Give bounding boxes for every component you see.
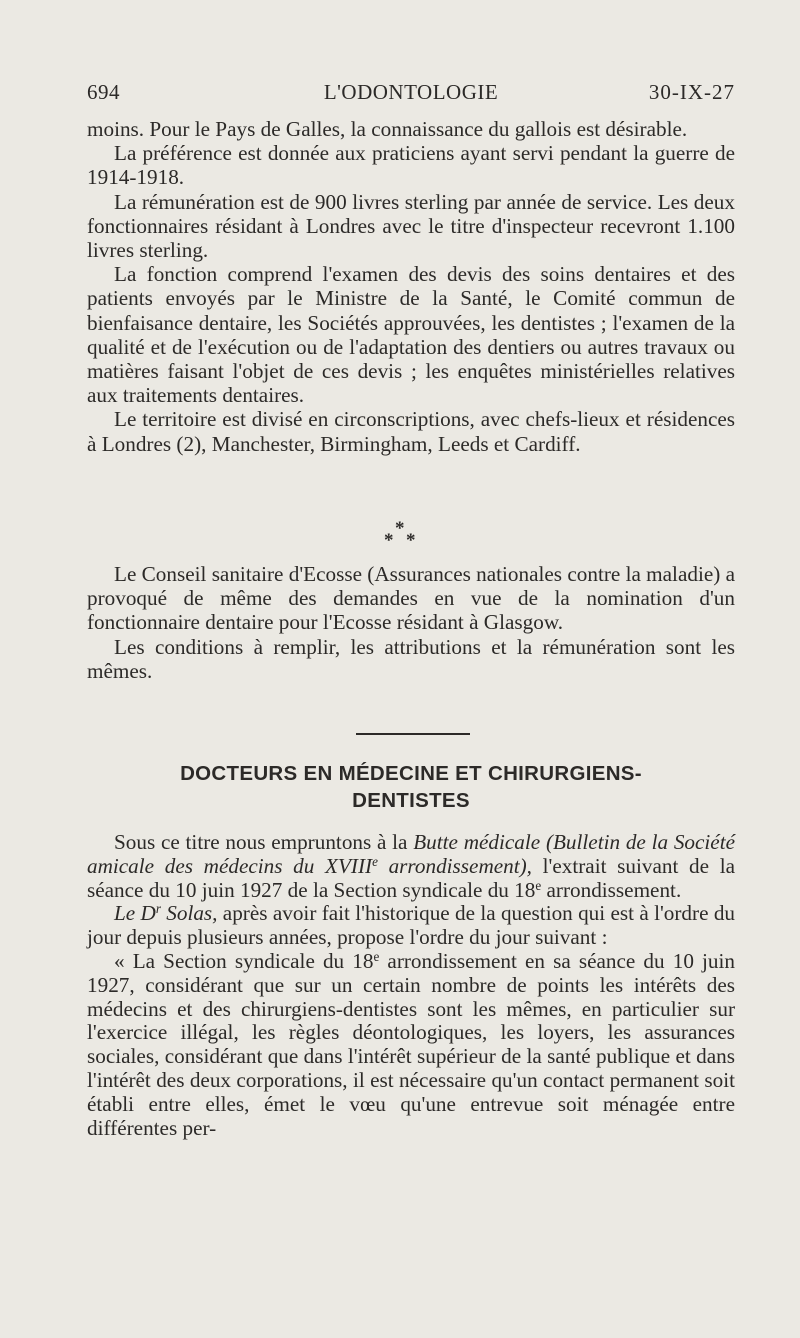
running-header — [87, 80, 735, 108]
article-heading — [87, 760, 735, 814]
asterism-star: * — [406, 530, 416, 551]
asterism-separator — [384, 518, 424, 551]
paragraph: Les conditions à remplir, les attributions et la rémunération sont les mêmes. — [87, 634, 735, 683]
paragraph: Le Conseil sanitaire d'Ecosse (Assurances nationales contre la maladie) a provoqué de même des demandes en vue de la nomination d'un fonctionnaire dentaire pour l'Ecosse résidant à Glasgow. — [87, 562, 735, 635]
issue-date: 30-IX-27 — [648, 80, 735, 104]
paragraph: Le $D^r$ Solas, après avoir fait l'historique de la question qui est à l'ordre du jour depuis plusieurs années, propose l'ordre du jour suivant : — [87, 901, 736, 950]
running-title: L'ODONTOLOGIE — [323, 80, 499, 104]
asterism-star: * — [384, 530, 394, 551]
paragraph: « La Section syndicale du 18e arrondissement en sa séance du 10 juin 1927, considérant que sur un certain nombre de points les intérêts des médecins et des chirurgiens-dentistes sont les mêmes, en particulier sur l'exercice illégal, les règles déontologiques, les loyers, les assurances sociales, considérant que dans l'intérêt supérieur de la santé publique et dans l'intérêt des deux corporations, il est nécessaire qu'un contact permanent soit établi entre elles, émet le vœu qu'une entrevue soit ménagée entre différentes per- — [87, 948, 735, 1140]
paragraph: moins. Pour le Pays de Galles, la connaissance du gallois est désirable. — [87, 117, 688, 141]
section-wales-recruitment — [87, 117, 735, 456]
paragraph: Le territoire est divisé en circonscriptions, avec chefs-lieux et résidences à Londres (2), Manchester, Birmingham, Leeds et Cardiff. — [87, 407, 735, 456]
page-number: 694 — [87, 80, 120, 104]
article-body — [87, 831, 735, 1140]
section-scotland — [87, 562, 735, 683]
asterism-star: * — [395, 518, 405, 539]
paragraph: La préférence est donnée aux praticiens ayant servi pendant la guerre de 1914-1918. — [87, 141, 735, 190]
heading-line: DOCTEURS EN MÉDECINE ET CHIRURGIENS- — [180, 762, 642, 785]
paragraph: Sous ce titre nous empruntons à la Butte médicale (Bulletin de la Société amicale des médecins du XVIIIe arrondissement), l'extrait suivant de la séance du 10 juin 1927 de la Section syndicale du 18e arrondissement. — [87, 830, 736, 902]
heading-line: DENTISTES — [352, 789, 470, 812]
section-divider — [356, 733, 470, 735]
paragraph: La fonction comprend l'examen des devis des soins dentaires et des patients envoyés par le Ministre de la Santé, le Comité commun de bienfaisance dentaire, les Sociétés approuvées, les dentistes ; l'examen de la qualité et de l'exécution ou de l'adaptation des dentiers ou autres travaux ou matières faisant l'objet de ces devis ; les enquêtes ministérielles relatives aux traitements dentaires. — [87, 262, 735, 408]
paragraph: La rémunération est de 900 livres sterling par année de service. Les deux fonctionnaires résidant à Londres avec le titre d'inspecteur recevront 1.100 livres sterling. — [87, 189, 735, 263]
